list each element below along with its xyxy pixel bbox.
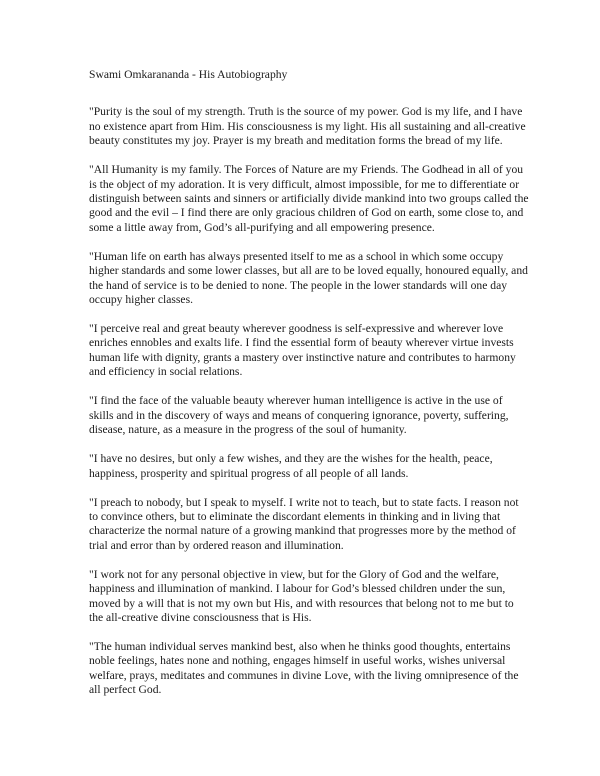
- document-title: Swami Omkarananda - His Autobiography: [89, 68, 288, 81]
- document-body: [89, 68, 529, 712]
- paragraph-service: "The human individual serves mankind best, also when he thinks good thoughts, entertains noble feelings, hates none and nothing, engages himself in useful works, wishes universal welfare, prays, meditates and communes in divine Love, with the living omnipresence of the all perfect God.: [89, 639, 519, 697]
- paragraph-humanity: "All Humanity is my family. The Forces of Nature are my Friends. The Godhead in all of you is the object of my adoration. It is very difficult, almost impossible, for me to differentiate or distinguish between saints and sinners or artificially divide mankind into two groups called the good and the evil – I find there are only gracious children of God on earth, some close to, and some a little away from, God’s all-purifying and all empowering presence.: [89, 163, 529, 234]
- paragraph-purity: "Purity is the soul of my strength. Truth is the source of my power. God is my life, and I have no existence apart from Him. His consciousness is my light. His all sustaining and all-creative beauty constitutes my joy. Prayer is my breath and meditation forms the bread of my life.: [89, 105, 526, 148]
- paragraph-beauty-intelligence: "I find the face of the valuable beauty wherever human intelligence is active in the use of skills and in the discovery of ways and means of conquering ignorance, poverty, suffering, disease, nature, as a measure in the progress of the soul of humanity.: [89, 394, 509, 437]
- paragraph-work: "I work not for any personal objective in view, but for the Glory of God and the welfare, happiness and illumination of mankind. I labour for God’s blessed children under the sun, moved by a will that is not my own but His, and with resources that belong not to me but to the all-creative divine consciousness that is His.: [89, 567, 514, 624]
- paragraph-beauty-goodness: "I perceive real and great beauty wherever goodness is self-expressive and wherever love enriches ennobles and exalts life. I find the essential form of beauty wherever virtue invests human life with dignity, grants a mastery over instinctive nature and contributes to harmony and efficiency in social relations.: [89, 322, 516, 379]
- paragraph-preach: "I preach to nobody, but I speak to myself. I write not to teach, but to state facts. I reason not to convince others, but to eliminate the discordant elements in thinking and in living that characterize the normal nature of a growing mankind that progresses more by the method of trial and error than by ordered reason and illumination.: [89, 495, 519, 552]
- paragraph-wishes: "I have no desires, but only a few wishes, and they are the wishes for the health, peace, happiness, prosperity and spiritual progress of all people of all lands.: [89, 452, 493, 480]
- paragraph-human-life: "Human life on earth has always presented itself to me as a school in which some occupy higher standards and some lower classes, but all are to be loved equally, honoured equally, and the hand of service is to be denied to none. The people in the lower standards will one day occupy higher classes.: [89, 249, 528, 307]
